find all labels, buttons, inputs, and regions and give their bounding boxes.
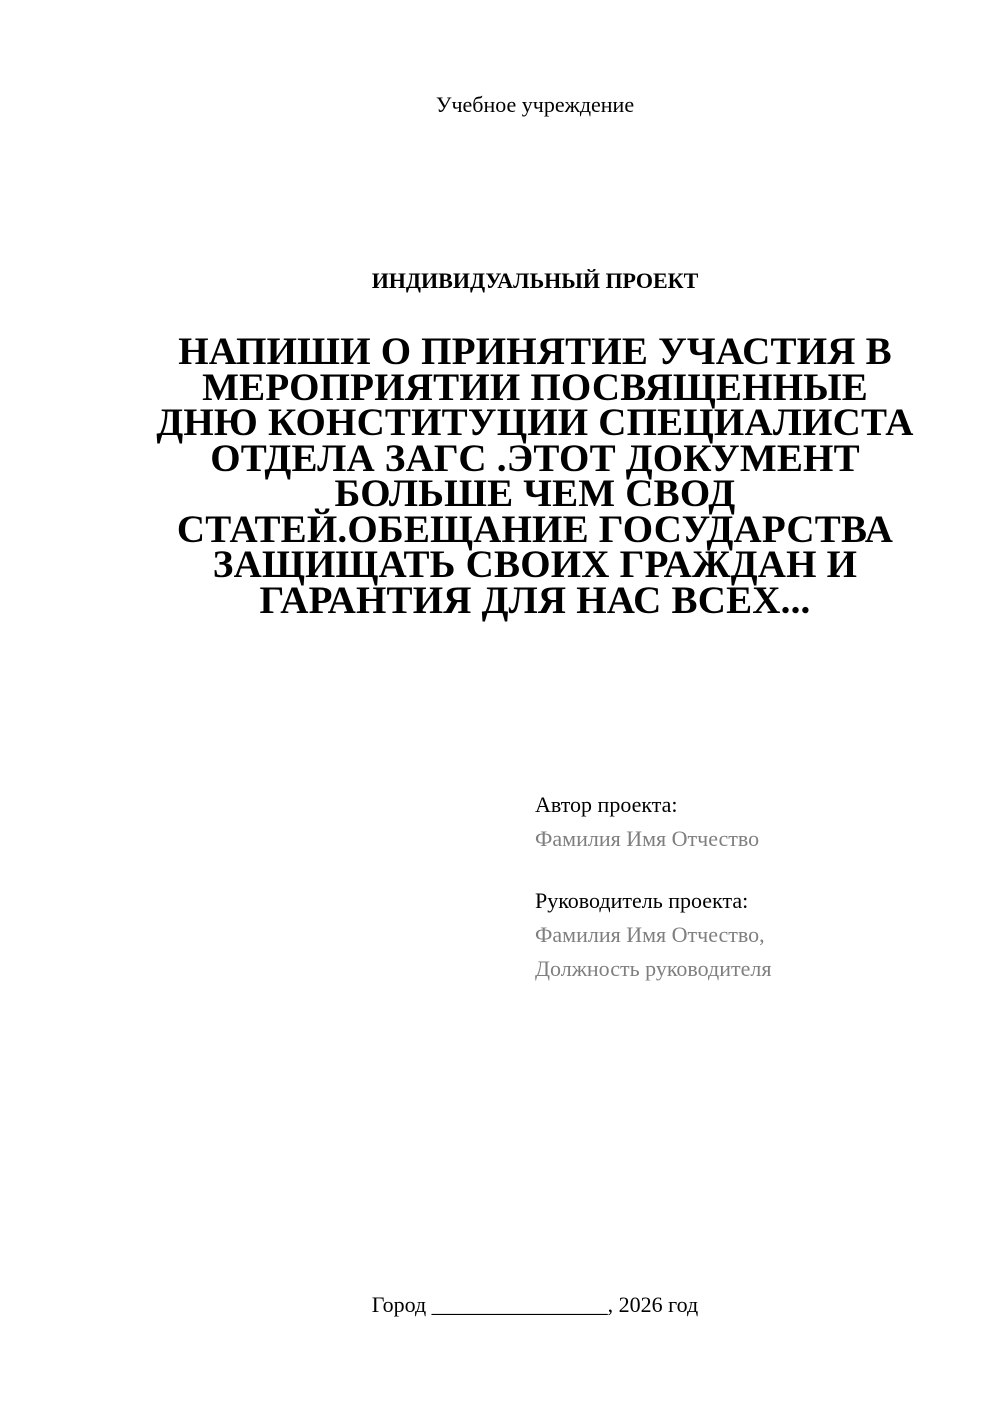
- author-label: Автор проекта:: [535, 792, 678, 817]
- credits-spacer: [535, 856, 955, 884]
- supervisor-position: Должность руководителя: [535, 956, 772, 981]
- supervisor-label: Руководитель проекта:: [535, 888, 749, 913]
- project-type-heading: ИНДИВИДУАЛЬНЫЙ ПРОЕКТ: [371, 268, 699, 293]
- institution-name: Учебное учреждение: [435, 92, 635, 117]
- author-name: Фамилия Имя Отчество: [535, 826, 760, 851]
- supervisor-name: Фамилия Имя Отчество,: [535, 922, 765, 947]
- credits-block: [535, 788, 955, 986]
- city-year-line: Город ________________, 2026 год: [371, 1292, 699, 1317]
- project-title: НАПИШИ О ПРИНЯТИЕ УЧАСТИЯ В МЕРОПРИЯТИИ ПОСВЯЩЕННЫЕ ДНЮ КОНСТИТУЦИИ СПЕЦИАЛИСТА ОТДЕЛА ЗАГС .ЭТОТ ДОКУМЕНТ БОЛЬШЕ ЧЕМ СВОД СТАТЕЙ.ОБЕЩАНИЕ ГОСУДАРСТВА ЗАЩИЩАТЬ СВОИХ ГРАЖДАН И ГАРАНТИЯ ДЛЯ НАС ВСЕХ...: [156, 330, 914, 622]
